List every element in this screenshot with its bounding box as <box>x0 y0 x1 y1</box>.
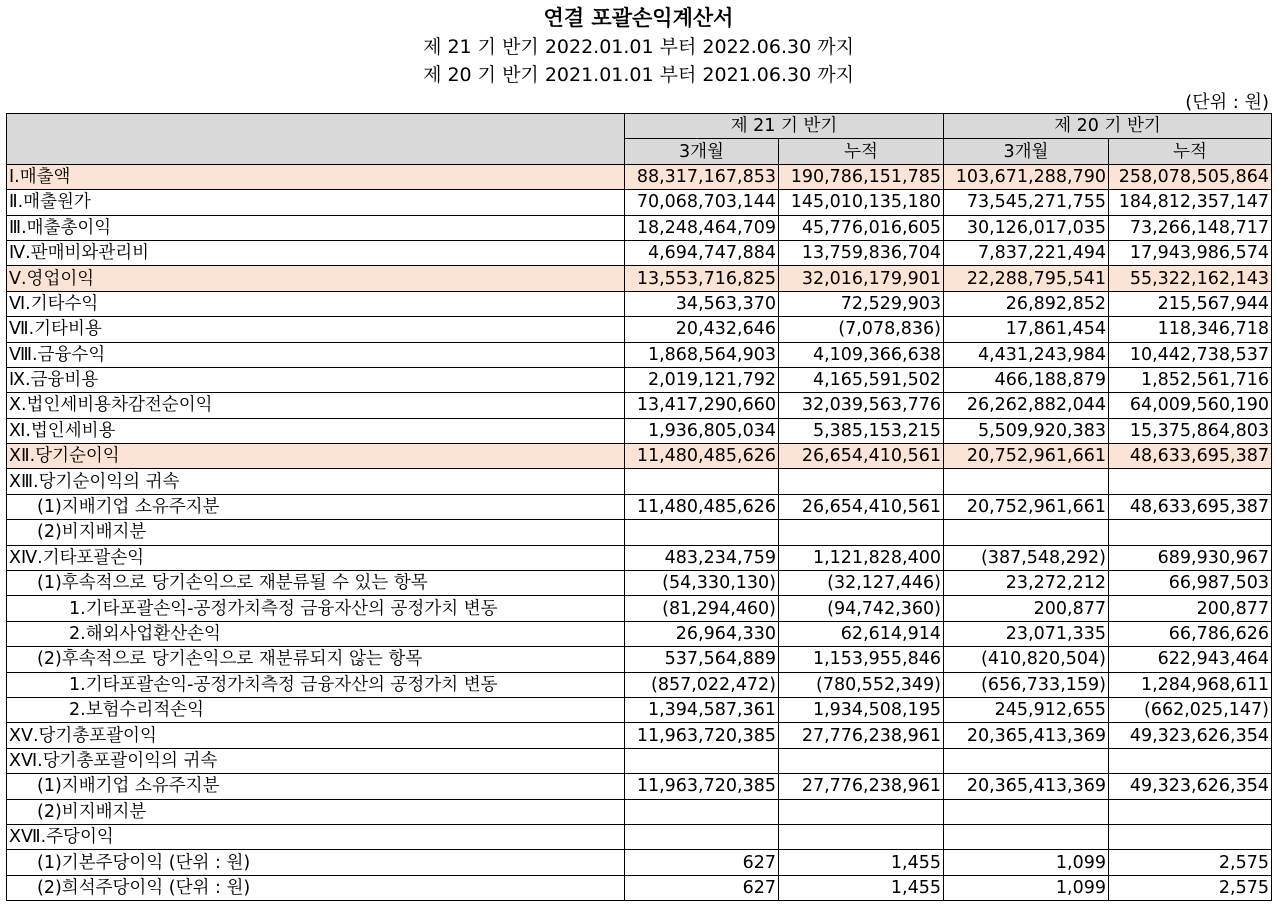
current-cumulative-value: 13,759,836,704 <box>779 240 944 265</box>
row-label: Ⅰ.매출액 <box>7 164 625 189</box>
table-row <box>7 240 1272 265</box>
table-row <box>7 672 1272 697</box>
table-row <box>7 824 1272 849</box>
current-cumulative-value: 62,614,914 <box>779 621 944 646</box>
prior-three-month-value: 17,861,454 <box>944 317 1109 342</box>
row-label: Ⅶ.기타비용 <box>7 317 625 342</box>
row-label: Ⅹ.법인세비용차감전순이익 <box>7 393 625 418</box>
prior-cumulative-value <box>1109 799 1272 824</box>
prior-three-month-value: 103,671,288,790 <box>944 164 1109 189</box>
unit-label: (단위 : 원) <box>1185 92 1269 113</box>
prior-cumulative-value: 1,284,968,611 <box>1109 672 1272 697</box>
prior-three-month-value: 26,892,852 <box>944 291 1109 316</box>
current-cumulative-value <box>779 824 944 849</box>
current-cumulative-value: 1,153,955,846 <box>779 647 944 672</box>
current-cumulative-value: 4,165,591,502 <box>779 367 944 392</box>
current-cumulative-value: 45,776,016,605 <box>779 215 944 240</box>
current-three-month-value: (857,022,472) <box>625 672 779 697</box>
header-prior-three-month: 3개월 <box>944 139 1109 164</box>
current-three-month-value: 1,868,564,903 <box>625 342 779 367</box>
table-row <box>7 571 1272 596</box>
current-three-month-value: 13,553,716,825 <box>625 266 779 291</box>
table-row <box>7 367 1272 392</box>
current-cumulative-value: (94,742,360) <box>779 596 944 621</box>
row-label: ⅩⅥ.당기총포괄이익의 귀속 <box>7 748 625 773</box>
current-three-month-value: 34,563,370 <box>625 291 779 316</box>
current-cumulative-value <box>779 748 944 773</box>
prior-cumulative-value: 10,442,738,537 <box>1109 342 1272 367</box>
current-three-month-value: 537,564,889 <box>625 647 779 672</box>
row-label: Ⅴ.영업이익 <box>7 266 625 291</box>
header-current-period: 제 21 기 반기 <box>625 114 944 139</box>
prior-cumulative-value: 66,786,626 <box>1109 621 1272 646</box>
prior-three-month-value: 20,365,413,369 <box>944 774 1109 799</box>
current-three-month-value: 70,068,703,144 <box>625 190 779 215</box>
prior-three-month-value <box>944 469 1109 494</box>
prior-three-month-value: 20,752,961,661 <box>944 444 1109 469</box>
current-three-month-value: 1,936,805,034 <box>625 418 779 443</box>
current-three-month-value: 18,248,464,709 <box>625 215 779 240</box>
current-three-month-value: 4,694,747,884 <box>625 240 779 265</box>
prior-three-month-value: 73,545,271,755 <box>944 190 1109 215</box>
prior-cumulative-value: 17,943,986,574 <box>1109 240 1272 265</box>
current-cumulative-value <box>779 799 944 824</box>
row-label: ⅩⅡ.당기순이익 <box>7 444 625 469</box>
row-label: Ⅲ.매출총이익 <box>7 215 625 240</box>
prior-cumulative-value: 2,575 <box>1109 850 1272 875</box>
row-label: Ⅺ.법인세비용 <box>7 418 625 443</box>
current-cumulative-value: 27,776,238,961 <box>779 723 944 748</box>
prior-three-month-value: 5,509,920,383 <box>944 418 1109 443</box>
table-row <box>7 850 1272 875</box>
row-label: (2)비지배지분 <box>7 520 625 545</box>
prior-cumulative-value: (662,025,147) <box>1109 697 1272 722</box>
prior-three-month-value: 30,126,017,035 <box>944 215 1109 240</box>
current-three-month-value: 627 <box>625 875 779 900</box>
current-cumulative-value: (780,552,349) <box>779 672 944 697</box>
current-three-month-value: 11,480,485,626 <box>625 494 779 519</box>
prior-cumulative-value: 200,877 <box>1109 596 1272 621</box>
prior-cumulative-value: 49,323,626,354 <box>1109 774 1272 799</box>
current-cumulative-value: 32,039,563,776 <box>779 393 944 418</box>
table-row <box>7 596 1272 621</box>
current-cumulative-value: 4,109,366,638 <box>779 342 944 367</box>
current-cumulative-value: 72,529,903 <box>779 291 944 316</box>
prior-cumulative-value <box>1109 824 1272 849</box>
prior-cumulative-value: 622,943,464 <box>1109 647 1272 672</box>
current-cumulative-value: 32,016,179,901 <box>779 266 944 291</box>
prior-three-month-value <box>944 799 1109 824</box>
table-row <box>7 215 1272 240</box>
table-row <box>7 647 1272 672</box>
header-blank-cell <box>7 114 625 165</box>
current-cumulative-value: 1,121,828,400 <box>779 545 944 570</box>
current-cumulative-value: 1,455 <box>779 850 944 875</box>
row-label: (2)비지배지분 <box>7 799 625 824</box>
prior-cumulative-value: 55,322,162,143 <box>1109 266 1272 291</box>
table-row <box>7 444 1272 469</box>
header-current-three-month: 3개월 <box>625 139 779 164</box>
prior-cumulative-value: 49,323,626,354 <box>1109 723 1272 748</box>
prior-cumulative-value: 15,375,864,803 <box>1109 418 1272 443</box>
current-cumulative-value: 1,455 <box>779 875 944 900</box>
prior-three-month-value <box>944 520 1109 545</box>
prior-cumulative-value: 48,633,695,387 <box>1109 444 1272 469</box>
row-label: (1)지배기업 소유주지분 <box>7 774 625 799</box>
current-three-month-value: (81,294,460) <box>625 596 779 621</box>
row-label: 1.기타포괄손익-공정가치측정 금융자산의 공정가치 변동 <box>7 596 625 621</box>
table-row <box>7 317 1272 342</box>
current-cumulative-value: 145,010,135,180 <box>779 190 944 215</box>
prior-three-month-value: 1,099 <box>944 850 1109 875</box>
prior-three-month-value: 1,099 <box>944 875 1109 900</box>
row-label: ⅩⅢ.당기순이익의 귀속 <box>7 469 625 494</box>
current-cumulative-value: 26,654,410,561 <box>779 444 944 469</box>
prior-cumulative-value: 2,575 <box>1109 875 1272 900</box>
row-label: 2.해외사업환산손익 <box>7 621 625 646</box>
current-three-month-value <box>625 520 779 545</box>
header-current-cumulative: 누적 <box>779 139 944 164</box>
row-label: Ⅸ.금융비용 <box>7 367 625 392</box>
table-row <box>7 291 1272 316</box>
prior-cumulative-value: 118,346,718 <box>1109 317 1272 342</box>
current-cumulative-value: 27,776,238,961 <box>779 774 944 799</box>
header-row-periods <box>7 114 1272 139</box>
prior-three-month-value: 26,262,882,044 <box>944 393 1109 418</box>
row-label: 2.보험수리적손익 <box>7 697 625 722</box>
table-row <box>7 164 1272 189</box>
row-label: (2)희석주당이익 (단위 : 원) <box>7 875 625 900</box>
current-three-month-value <box>625 469 779 494</box>
prior-three-month-value: (656,733,159) <box>944 672 1109 697</box>
current-cumulative-value: 190,786,151,785 <box>779 164 944 189</box>
row-label: Ⅷ.금융수익 <box>7 342 625 367</box>
income-statement-table <box>6 113 1272 901</box>
prior-cumulative-value: 66,987,503 <box>1109 571 1272 596</box>
current-three-month-value: 1,394,587,361 <box>625 697 779 722</box>
prior-cumulative-value: 73,266,148,717 <box>1109 215 1272 240</box>
row-label: 1.기타포괄손익-공정가치측정 금융자산의 공정가치 변동 <box>7 672 625 697</box>
current-three-month-value: 11,963,720,385 <box>625 774 779 799</box>
row-label: Ⅵ.기타수익 <box>7 291 625 316</box>
table-row <box>7 190 1272 215</box>
header-prior-period: 제 20 기 반기 <box>944 114 1272 139</box>
row-label: ⅩⅣ.기타포괄손익 <box>7 545 625 570</box>
current-three-month-value: 13,417,290,660 <box>625 393 779 418</box>
table-body <box>7 164 1272 900</box>
table-row <box>7 342 1272 367</box>
prior-three-month-value: (387,548,292) <box>944 545 1109 570</box>
prior-three-month-value: 7,837,221,494 <box>944 240 1109 265</box>
prior-three-month-value: 245,912,655 <box>944 697 1109 722</box>
current-three-month-value: 627 <box>625 850 779 875</box>
prior-cumulative-value <box>1109 469 1272 494</box>
current-cumulative-value: 26,654,410,561 <box>779 494 944 519</box>
current-cumulative-value: 1,934,508,195 <box>779 697 944 722</box>
current-three-month-value: 2,019,121,792 <box>625 367 779 392</box>
prior-three-month-value: 466,188,879 <box>944 367 1109 392</box>
table-row <box>7 494 1272 519</box>
prior-three-month-value: 23,071,335 <box>944 621 1109 646</box>
prior-three-month-value <box>944 824 1109 849</box>
current-three-month-value <box>625 799 779 824</box>
row-label: Ⅳ.판매비와관리비 <box>7 240 625 265</box>
current-three-month-value <box>625 748 779 773</box>
prior-cumulative-value: 215,567,944 <box>1109 291 1272 316</box>
row-label: Ⅱ.매출원가 <box>7 190 625 215</box>
period-prior: 제 20 기 반기 2021.01.01 부터 2021.06.30 까지 <box>423 64 854 86</box>
current-three-month-value <box>625 824 779 849</box>
table-row <box>7 774 1272 799</box>
prior-cumulative-value: 689,930,967 <box>1109 545 1272 570</box>
current-three-month-value: 483,234,759 <box>625 545 779 570</box>
header-prior-cumulative: 누적 <box>1109 139 1272 164</box>
current-cumulative-value: 5,385,153,215 <box>779 418 944 443</box>
table-row <box>7 799 1272 824</box>
table-row <box>7 621 1272 646</box>
table-row <box>7 418 1272 443</box>
prior-three-month-value: 22,288,795,541 <box>944 266 1109 291</box>
current-three-month-value: 26,964,330 <box>625 621 779 646</box>
prior-three-month-value: (410,820,504) <box>944 647 1109 672</box>
prior-cumulative-value: 48,633,695,387 <box>1109 494 1272 519</box>
table-row <box>7 393 1272 418</box>
current-cumulative-value: (7,078,836) <box>779 317 944 342</box>
table-row <box>7 469 1272 494</box>
current-three-month-value: 20,432,646 <box>625 317 779 342</box>
table-row <box>7 545 1272 570</box>
row-label: (1)기본주당이익 (단위 : 원) <box>7 850 625 875</box>
table-row <box>7 266 1272 291</box>
current-three-month-value: 88,317,167,853 <box>625 164 779 189</box>
prior-cumulative-value <box>1109 748 1272 773</box>
statement-title: 연결 포괄손익계산서 <box>543 6 734 30</box>
prior-three-month-value: 20,365,413,369 <box>944 723 1109 748</box>
current-cumulative-value <box>779 469 944 494</box>
table-row <box>7 723 1272 748</box>
prior-cumulative-value: 258,078,505,864 <box>1109 164 1272 189</box>
current-three-month-value: 11,963,720,385 <box>625 723 779 748</box>
row-label: ⅩⅦ.주당이익 <box>7 824 625 849</box>
row-label: ⅩⅤ.당기총포괄이익 <box>7 723 625 748</box>
prior-three-month-value: 20,752,961,661 <box>944 494 1109 519</box>
table-row <box>7 520 1272 545</box>
row-label: (1)지배기업 소유주지분 <box>7 494 625 519</box>
prior-three-month-value: 200,877 <box>944 596 1109 621</box>
prior-three-month-value: 23,272,212 <box>944 571 1109 596</box>
current-three-month-value: 11,480,485,626 <box>625 444 779 469</box>
prior-cumulative-value <box>1109 520 1272 545</box>
table-row <box>7 697 1272 722</box>
period-current: 제 21 기 반기 2022.01.01 부터 2022.06.30 까지 <box>423 36 854 58</box>
prior-three-month-value <box>944 748 1109 773</box>
row-label: (1)후속적으로 당기손익으로 재분류될 수 있는 항목 <box>7 571 625 596</box>
table-row <box>7 748 1272 773</box>
current-three-month-value: (54,330,130) <box>625 571 779 596</box>
prior-cumulative-value: 64,009,560,190 <box>1109 393 1272 418</box>
table-row <box>7 875 1272 900</box>
prior-cumulative-value: 1,852,561,716 <box>1109 367 1272 392</box>
current-cumulative-value <box>779 520 944 545</box>
prior-three-month-value: 4,431,243,984 <box>944 342 1109 367</box>
prior-cumulative-value: 184,812,357,147 <box>1109 190 1272 215</box>
current-cumulative-value: (32,127,446) <box>779 571 944 596</box>
row-label: (2)후속적으로 당기손익으로 재분류되지 않는 항목 <box>7 647 625 672</box>
